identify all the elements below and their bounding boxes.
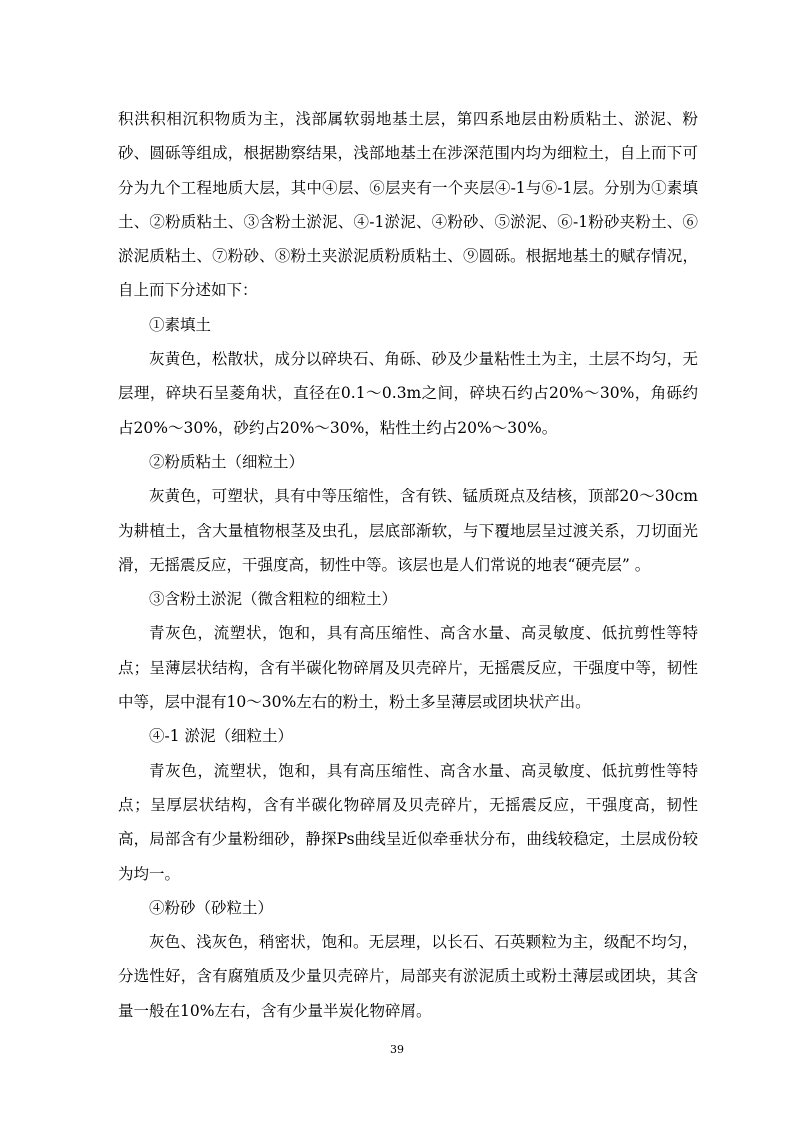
heading-silt-bearing-mud: ③含粉土淤泥（微含粗粒的细粒土） (149, 590, 398, 609)
heading-silty-clay: ②粉质粘土（细粒土） (149, 452, 305, 471)
heading-mud-4-1: ④-1 淤泥（细粒土） (149, 727, 294, 746)
heading-fill-soil: ①素填土 (149, 315, 212, 334)
paragraph-silty-sand: 灰色、浅灰色，稍密状，饱和。无层理，以长石、石英颗粒为主，级配不均匀，分选性好，含有腐殖质及少量贝壳碎片，局部夹有淤泥质土或粉土薄层或团块，其含量一般在10%左右，含有少量半炭化物碎屑。 (118, 933, 698, 1020)
page-number: 39 (390, 1043, 404, 1056)
paragraph-mud-4-1: 青灰色，流塑状，饱和，具有高压缩性、高含水量、高灵敏度、低抗剪性等特点；呈厚层状结构，含有半碳化物碎屑及贝壳碎片，无摇震反应，干强度高，韧性高，局部含有少量粉细砂，静探Ps曲线呈近似牵垂状分布，曲线较稳定，土层成份较为均一。 (118, 761, 698, 883)
paragraph-intro: 积洪积相沉积物质为主，浅部属软弱地基土层，第四系地层由粉质粘土、淤泥、粉砂、圆砾等组成，根据勘察结果，浅部地基土在涉深范围内均为细粒土，自上而下可分为九个工程地质大层，其中④层、⑥层夹有一个夹层④-1与⑥-1层。分别为①素填土、②粉质粘土、③含粉土淤泥、④-1淤泥、④粉砂、⑤淤泥、⑥-1粉砂夹粉土、⑥淤泥质粘土、⑦粉砂、⑧粉土夹淤泥质粉质粘土、⑨圆砾。根据地基土的赋存情况，自上而下分述如下： (118, 110, 698, 300)
document-body (118, 102, 698, 1028)
paragraph-silty-clay: 灰黄色，可塑状，具有中等压缩性，含有铁、锰质斑点及结核，顶部20～30cm为耕植土，含大量植物根茎及虫孔，层底部渐软，与下覆地层呈过渡关系，刀切面光滑，无摇震反应，干强度高，韧性中等。该层也是人们常说的地表“硬壳层” 。 (118, 487, 698, 574)
paragraph-fill-soil: 灰黄色，松散状，成分以碎块石、角砾、砂及少量粘性土为主，土层不均匀，无层理，碎块石呈菱角状，直径在0.1～0.3m之间，碎块石约占20%～30%，角砾约占20%～30%，砂约占20%～30%，粘性土约占20%～30%。 (118, 350, 698, 437)
paragraph-silt-bearing-mud: 青灰色，流塑状，饱和，具有高压缩性、高含水量、高灵敏度、低抗剪性等特点；呈薄层状结构，含有半碳化物碎屑及贝壳碎片，无摇震反应，干强度中等，韧性中等，层中混有10～30%左右的粉土，粉土多呈薄层或团块状产出。 (118, 624, 698, 712)
heading-silty-sand: ④粉砂（砂粒土） (149, 898, 274, 917)
